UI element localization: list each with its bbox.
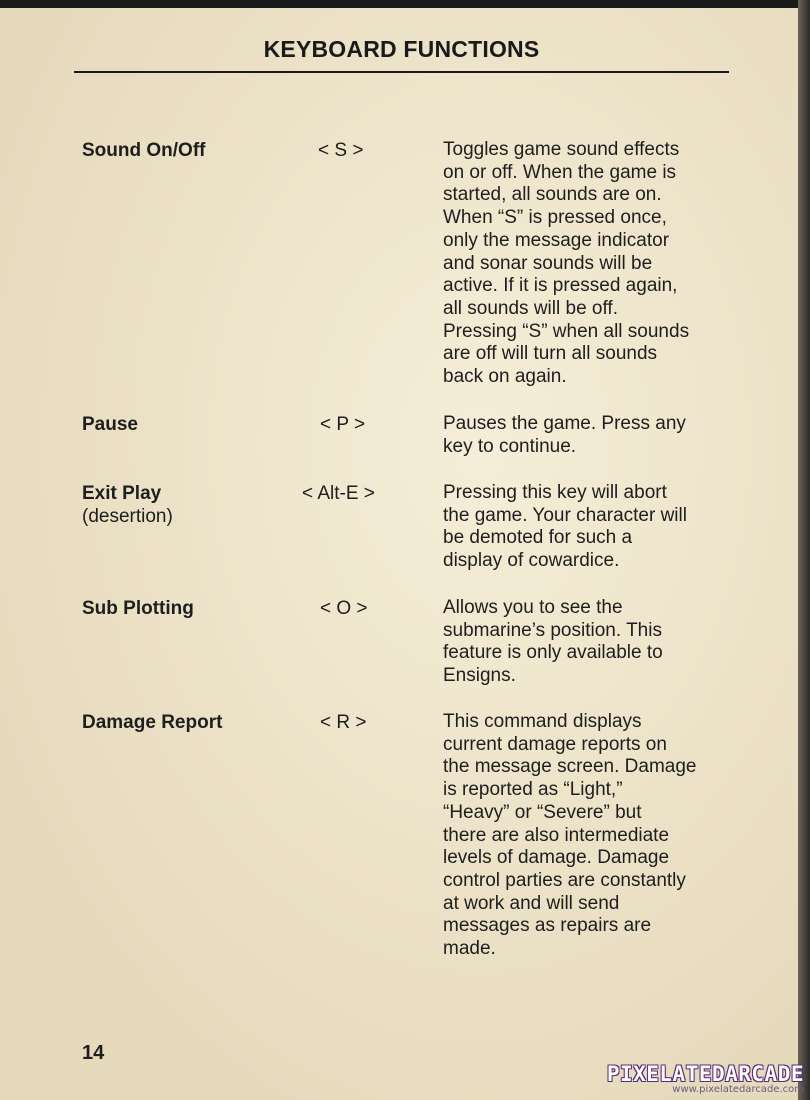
function-description: [443, 139, 743, 389]
function-description: [443, 711, 743, 961]
function-name: Damage Report: [82, 712, 223, 733]
description-line: all sounds will be off.: [443, 297, 618, 319]
function-name: Pause: [82, 414, 138, 435]
description-line: started, all sounds are on.: [443, 184, 662, 206]
description-line: at work and will send: [443, 892, 620, 914]
function-subtitle: (desertion): [82, 506, 173, 527]
description-line: be demoted for such a: [443, 527, 633, 549]
description-line: on or off. When the game is: [443, 161, 677, 183]
page-edge-shadow: [798, 0, 810, 1100]
description-line: levels of damage. Damage: [443, 847, 670, 869]
description-line: Pressing this key will abort: [443, 482, 667, 503]
description-line: feature is only available to: [443, 642, 663, 664]
function-description: [443, 482, 743, 573]
description-line: the game. Your character will: [443, 504, 687, 526]
watermark-brand: PIXELATEDARCADE: [606, 1062, 804, 1086]
title-underline: [74, 71, 729, 73]
description-line: is reported as “Light,”: [443, 779, 623, 801]
description-line: submarine’s position. This: [443, 619, 662, 641]
function-key: < S >: [318, 140, 364, 161]
function-name: Sound On/Off: [82, 140, 206, 161]
description-line: control parties are constantly: [443, 869, 686, 891]
description-line: only the message indicator: [443, 229, 670, 251]
function-description: [443, 597, 743, 688]
description-line: Toggles game sound effects: [443, 139, 680, 160]
manual-page: [0, 8, 800, 1100]
description-line: “Heavy” or “Severe” but: [443, 801, 642, 823]
function-key: < O >: [320, 598, 368, 619]
description-line: there are also intermediate: [443, 824, 670, 846]
description-line: active. If it is pressed again,: [443, 275, 678, 297]
function-name: Sub Plotting: [82, 598, 194, 619]
description-line: Allows you to see the: [443, 597, 623, 618]
description-line: display of cowardice.: [443, 550, 620, 572]
page-title: KEYBOARD FUNCTIONS: [263, 36, 540, 62]
function-name: Exit Play: [82, 483, 162, 504]
function-description: [443, 413, 743, 458]
watermark-url: www.pixelatedarcade.com: [672, 1084, 804, 1095]
page-number: 14: [82, 1042, 105, 1064]
description-line: key to continue.: [443, 435, 577, 457]
description-line: Pauses the game. Press any: [443, 413, 686, 434]
description-line: the message screen. Damage: [443, 756, 697, 778]
function-key: < Alt-E >: [302, 483, 375, 504]
function-key: < R >: [320, 712, 367, 733]
description-line: and sonar sounds will be: [443, 252, 653, 274]
description-line: back on again.: [443, 366, 567, 388]
description-line: This command displays: [443, 711, 642, 732]
function-key: < P >: [320, 414, 366, 435]
description-line: When “S” is pressed once,: [443, 207, 667, 229]
description-line: made.: [443, 938, 496, 960]
description-line: messages as repairs are: [443, 915, 652, 937]
description-line: current damage reports on: [443, 733, 667, 755]
description-line: Ensigns.: [443, 665, 516, 687]
description-line: Pressing “S” when all sounds: [443, 320, 690, 342]
description-line: are off will turn all sounds: [443, 343, 658, 365]
watermark: [607, 1062, 804, 1095]
